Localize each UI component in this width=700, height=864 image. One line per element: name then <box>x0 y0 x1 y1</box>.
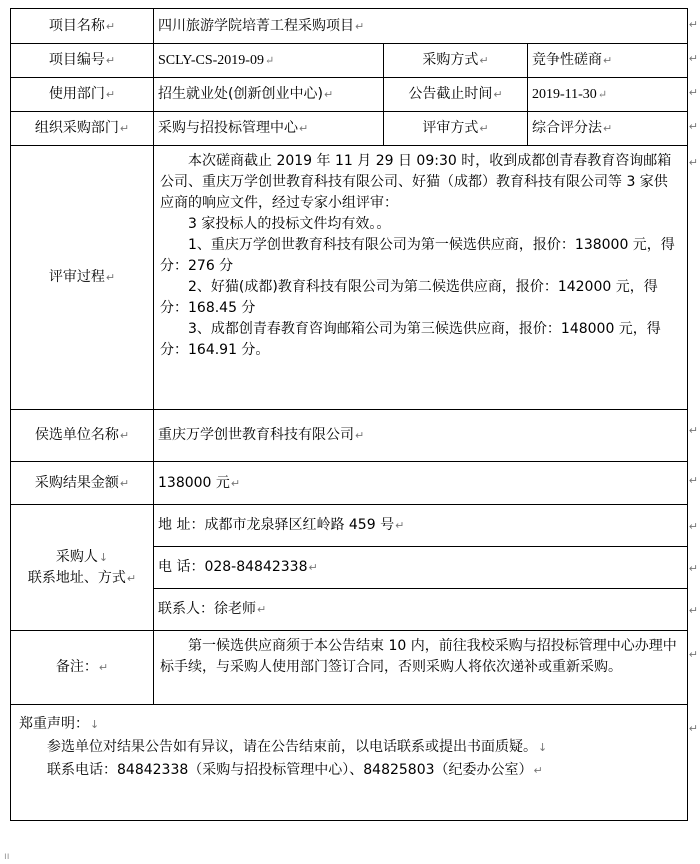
label-project-code <box>11 44 154 78</box>
value-contact-person <box>154 589 688 631</box>
label-text: 采购方式 <box>422 52 479 68</box>
value-text: 招生就业处(创新创业中心) <box>158 86 323 102</box>
label-text: 采购人 <box>55 548 98 565</box>
label-department <box>11 78 154 112</box>
paragraph-mark: ↵ <box>230 476 241 490</box>
paragraph-mark: ↵ <box>98 661 109 674</box>
paragraph-mark: ↓ <box>538 741 548 754</box>
label-text: 评审方式 <box>422 120 479 136</box>
value-text: SCLY-CS-2019-09 <box>158 52 264 68</box>
label-text: 使用部门 <box>48 86 105 102</box>
value-text: 联系人：徐老师 <box>158 601 256 617</box>
row-candidate <box>11 410 688 462</box>
value-text: 综合评分法 <box>532 120 602 136</box>
review-paragraph: 3 家投标人的投标文件均有效。。 <box>188 216 391 232</box>
value-procurement-method <box>528 44 688 78</box>
label-text: 项目名称 <box>48 17 105 34</box>
value-text: 竞争性磋商 <box>532 52 602 68</box>
paragraph-mark: ↵ <box>323 88 334 101</box>
row-remark <box>11 631 688 705</box>
paragraph-mark: ↵ <box>105 19 116 33</box>
paragraph-mark: ↵ <box>119 476 130 490</box>
label-line <box>15 547 149 568</box>
paragraph-mark: ↓ <box>98 550 109 564</box>
statement-title <box>19 713 679 736</box>
statement-line <box>19 759 679 782</box>
paragraph-mark: ↵ <box>493 88 503 101</box>
value-text: 地 址：成都市龙泉驿区红岭路 459 号 <box>158 517 395 533</box>
label-project-name <box>11 9 154 44</box>
row-review-process <box>11 146 688 410</box>
announcement-table <box>10 8 688 821</box>
paragraph-mark: ↵ <box>355 19 365 33</box>
label-text: 侯选单位名称 <box>34 427 119 443</box>
paragraph-mark: ↵ <box>119 429 130 442</box>
row-end-mark: ↵ <box>688 52 698 65</box>
label-text: 采购结果金额 <box>34 474 119 491</box>
paragraph-mark: ↵ <box>479 54 489 67</box>
row-end-mark: ↵ <box>688 18 698 31</box>
label-amount <box>11 462 154 505</box>
row-end-mark: ↵ <box>688 86 698 99</box>
row-organizer <box>11 112 688 146</box>
paragraph-mark: ↵ <box>299 122 309 135</box>
value-project-name <box>154 9 688 44</box>
review-paragraph: 1、重庆万学创世教育科技有限公司为第一候选供应商，报价：138000 元，得分：276 分 <box>160 237 675 274</box>
review-paragraph: 2、好猫(成都)教育科技有限公司为第二候选供应商，报价：142000 元，得分：168.45 分 <box>160 279 658 316</box>
label-deadline <box>384 78 528 112</box>
paragraph-mark: ↵ <box>264 54 275 67</box>
value-amount <box>154 462 688 505</box>
statement-text: 联系电话：84842338（采购与招投标管理中心）、84825803（纪委办公室） <box>47 762 533 778</box>
paragraph-mark: ↵ <box>603 122 613 135</box>
label-review-process <box>11 146 154 410</box>
label-line <box>15 568 149 589</box>
statement-block <box>11 705 688 821</box>
label-text: 联系地址、方式 <box>27 569 126 586</box>
paragraph-mark: ↵ <box>479 122 489 135</box>
value-text: 采购与招投标管理中心 <box>158 120 298 136</box>
row-end-mark: ↵ <box>688 562 698 575</box>
label-organizer <box>11 112 154 146</box>
paragraph-mark: ↵ <box>119 122 130 135</box>
value-text: 138000 元 <box>158 474 230 491</box>
review-paragraph: 本次磋商截止 2019 年 11 月 29 日 09:30 时，收到成都创青春教育咨询邮箱公司、重庆万学创世教育科技有限公司、好猫（成都）教育科技有限公司等 3 家供应商的响应文件，经过专家小组评审： <box>160 153 672 211</box>
label-text: 备注： <box>55 659 98 675</box>
paragraph-mark: ↵ <box>603 54 613 67</box>
statement-title-text: 郑重声明： <box>19 716 89 732</box>
review-paragraph: 3、成都创青春教育咨询邮箱公司为第三候选供应商，报价：148000 元，得分：164.91 分。 <box>160 321 661 358</box>
value-candidate <box>154 410 688 462</box>
row-end-mark: ↵ <box>688 520 698 533</box>
row-project-code <box>11 44 688 78</box>
statement-text: 参选单位对结果公告如有异议，请在公告结束前，以电话联系或提出书面质疑。 <box>47 739 537 755</box>
paragraph-mark: ↵ <box>105 54 116 67</box>
row-end-mark: ↵ <box>688 120 698 133</box>
paragraph-mark: ↵ <box>395 519 405 532</box>
value-address <box>154 505 688 547</box>
row-end-mark: ↵ <box>688 722 698 735</box>
row-end-mark: ↵ <box>688 424 698 437</box>
value-remark <box>154 631 688 705</box>
cursor-mark: ıı <box>4 851 10 862</box>
value-review-method <box>528 112 688 146</box>
paragraph-mark: ↵ <box>597 88 608 101</box>
label-candidate <box>11 410 154 462</box>
statement-line <box>19 736 679 759</box>
row-department <box>11 78 688 112</box>
paragraph-mark: ↵ <box>126 571 137 585</box>
paragraph-mark: ↵ <box>533 764 543 777</box>
value-phone <box>154 547 688 589</box>
review-process-text <box>154 146 688 410</box>
value-text: 2019-11-30 <box>532 86 597 102</box>
label-text: 公告截止时间 <box>408 86 493 102</box>
row-end-mark: ↵ <box>688 474 698 487</box>
value-deadline <box>528 78 688 112</box>
paragraph-mark: ↵ <box>105 88 116 101</box>
label-text: 评审过程 <box>48 269 105 285</box>
value-project-code <box>154 44 384 78</box>
label-text: 项目编号 <box>48 52 105 68</box>
paragraph-mark: ↵ <box>105 271 116 284</box>
row-statement <box>11 705 688 821</box>
paragraph-mark: ↵ <box>308 561 318 574</box>
paragraph-mark: ↵ <box>355 429 365 442</box>
row-end-mark: ↵ <box>688 156 698 169</box>
label-purchaser-contact <box>11 505 154 631</box>
label-text: 组织采购部门 <box>34 120 119 136</box>
paragraph-mark: ↵ <box>257 603 267 616</box>
remark-text: 第一候选供应商须于本公告结束 10 内，前往我校采购与招投标管理中心办理中标手续，与采购人使用部门签订合同，否则采购人将依次递补或重新采购。 <box>160 638 677 675</box>
value-department <box>154 78 384 112</box>
value-text: 电 话：028-84842338 <box>158 559 308 575</box>
label-procurement-method <box>384 44 528 78</box>
paragraph-mark: ↓ <box>90 718 100 731</box>
value-text: 重庆万学创世教育科技有限公司 <box>158 427 354 443</box>
value-text: 四川旅游学院培菁工程采购项目 <box>158 17 354 34</box>
row-end-mark: ↵ <box>688 648 698 661</box>
label-review-method <box>384 112 528 146</box>
value-organizer <box>154 112 384 146</box>
row-amount <box>11 462 688 505</box>
row-project-name <box>11 9 688 44</box>
row-end-mark: ↵ <box>688 604 698 617</box>
label-remark <box>11 631 154 705</box>
row-address <box>11 505 688 547</box>
